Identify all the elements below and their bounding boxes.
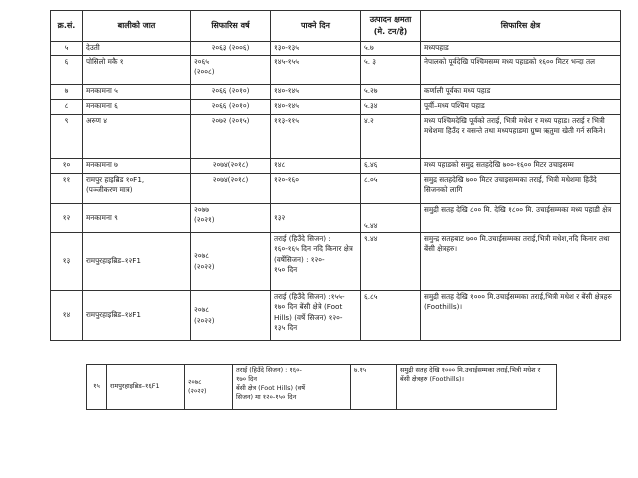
serial-number-cell: १४ <box>51 291 83 341</box>
yield-cell: ५.३४ <box>361 100 421 115</box>
header-recommended-year: सिफारिस वर्ष <box>191 11 271 42</box>
year-cell: २०६६ (२०१०) <box>191 85 271 100</box>
table-row <box>51 100 621 115</box>
days-cell: तराई (हिउँदे सिजन) : १६०-१६५ दिन नदि किनार क्षेत्र (वर्षेसिजन) : १२०- १५० दिन <box>271 233 361 291</box>
header-row <box>51 11 621 42</box>
area-cell: समुद्री सतह देखि ८०० मि. देखि १८०० मि. उचाईसम्मका मध्य पहाडी क्षेत्र <box>421 204 621 233</box>
days-cell: १३०-१३५ <box>271 42 361 56</box>
header-yield-capacity: उत्पादन क्षमता (मे. टन/हे) <box>361 11 421 42</box>
year-cell: २०७४(२०१८) <box>191 174 271 204</box>
area-cell: कर्णाली पूर्वका मध्य पहाड <box>421 85 621 100</box>
variety-cell: रामपुरहाइब्रिड–१६F1 <box>107 365 185 410</box>
appended-table-row <box>86 364 557 410</box>
variety-cell: रामपुरहाइब्रिड–१४F1 <box>83 291 191 341</box>
year-cell: २०७७ (२०२१) <box>191 204 271 233</box>
days-cell: १२०-१६० <box>271 174 361 204</box>
table-row <box>51 159 621 174</box>
area-cell: मध्य पश्चिमदेखि पूर्वको तराई, भित्री मधेश र मध्य पहाड। तराई र भित्री मधेशमा हिउँद र वसन्ते तथा मध्यपहाडमा ग्रुष्म ऋतुमा खेती गर्न सकिने। <box>421 115 621 159</box>
area-cell: पूर्वी–मध्य पश्चिम पहाड <box>421 100 621 115</box>
maize-varieties-table <box>50 10 621 341</box>
serial-number-cell: १५ <box>87 365 107 410</box>
table-row <box>51 85 621 100</box>
variety-cell: रामपुरहाइब्रिड–१२F1 <box>83 233 191 291</box>
days-cell: १३२ <box>271 204 361 233</box>
area-cell: समुद्र सतहदेखि ७०० मिटर उचाइसम्मका तराई, भित्री मधेशमा हिउँदे सिजनको लागि <box>421 174 621 204</box>
serial-number-cell: ११ <box>51 174 83 204</box>
yield-cell: ६.८५ <box>361 291 421 341</box>
year-cell: २०७८ (२०२२) <box>191 233 271 291</box>
table-row <box>51 115 621 159</box>
serial-number-cell: ५ <box>51 42 83 56</box>
header-serial-number: क्र.सं. <box>51 11 83 42</box>
table-row <box>51 42 621 56</box>
variety-cell: मनकामना ५ <box>83 85 191 100</box>
yield-cell: ४.२ <box>361 115 421 159</box>
variety-cell: रामपुर हाइब्रिड १०F1, (पञ्जीकरण मात्र) <box>83 174 191 204</box>
days-cell: तराई (हिउँदे सिजन) :१५५- १७० दिन बेंसी क्षेत्रे (Foot Hills) (वर्षे सिजन) १२०- १३५ दिन <box>271 291 361 341</box>
table-row <box>87 365 557 410</box>
variety-cell: अरुण ४ <box>83 115 191 159</box>
yield-cell: ५.४४ <box>361 204 421 233</box>
year-cell: २०६३ (२००६) <box>191 42 271 56</box>
year-cell: २०७४(२०१८) <box>191 159 271 174</box>
serial-number-cell: ९ <box>51 115 83 159</box>
area-cell: समुद्री सतह देखि १००० मि.उचाईसम्मका तराई,भित्री मधेश र बेंसी क्षेत्रहरु (Foothills)। <box>397 365 557 410</box>
table-row <box>51 174 621 204</box>
table-row <box>51 233 621 291</box>
serial-number-cell: ६ <box>51 56 83 85</box>
variety-cell: मनकामना ६ <box>83 100 191 115</box>
variety-cell: मनकामना ७ <box>83 159 191 174</box>
days-cell: १४८ <box>271 159 361 174</box>
yield-cell: ९.४४ <box>361 233 421 291</box>
year-cell: २०६५ (२००८) <box>191 56 271 85</box>
year-cell: २०७८ (२०२२) <box>185 365 233 410</box>
serial-number-cell: १३ <box>51 233 83 291</box>
year-cell: २०७२ (२०१५) <box>191 115 271 159</box>
header-maturity-days: पाक्ने दिन <box>271 11 361 42</box>
days-cell: ११३-११५ <box>271 115 361 159</box>
variety-cell: मनकामना ९ <box>83 204 191 233</box>
yield-cell: ५.२७ <box>361 85 421 100</box>
days-cell: १४०-१४५ <box>271 100 361 115</box>
serial-number-cell: ८ <box>51 100 83 115</box>
area-cell: नेपालको पूर्वदेखि पश्चिमसम्म मध्य पहाडको १६०० मिटर भन्दा तल <box>421 56 621 85</box>
yield-cell: ५. ३ <box>361 56 421 85</box>
yield-cell: ६.४६ <box>361 159 421 174</box>
serial-number-cell: १० <box>51 159 83 174</box>
yield-cell: ८.०५ <box>361 174 421 204</box>
yield-cell: ७.१५ <box>351 365 397 410</box>
area-cell: समुन्द्र सतहबाट ७०० मि.उचाईसम्मका तराई,भित्री मधेश,नदि किनार तथा बेंसी क्षेत्रहरु। <box>421 233 621 291</box>
area-cell: समुद्री सतह देखि १००० मि.उचाईसम्मका तराई,भित्री मधेश र बेंसी क्षेत्रहरु (Foothills)। <box>421 291 621 341</box>
variety-cell: पोसिलो मकै १ <box>83 56 191 85</box>
days-cell: १४५-१५५ <box>271 56 361 85</box>
year-cell: २०६६ (२०१०) <box>191 100 271 115</box>
header-recommended-area: सिफारिस क्षेत्र <box>421 11 621 42</box>
area-cell: मध्यपहाड <box>421 42 621 56</box>
days-cell: १४०-१४५ <box>271 85 361 100</box>
table-row <box>51 291 621 341</box>
table-row <box>51 56 621 85</box>
header-variety: बालीको जात <box>83 11 191 42</box>
year-cell: २०७८ (२०२२) <box>191 291 271 341</box>
serial-number-cell: ७ <box>51 85 83 100</box>
serial-number-cell: १२ <box>51 204 83 233</box>
table-row <box>51 204 621 233</box>
yield-cell: ५.७ <box>361 42 421 56</box>
area-cell: मध्य पहाडको समुद्र सतहदेखि ७००-१६०० मिटर उचाइसम्म <box>421 159 621 174</box>
variety-cell: देउती <box>83 42 191 56</box>
days-cell: तराई (हिउँदे सिजन) : १६०- १७० दिन बेंसी क्षेत्र (Foot Hills) (वर्षे सिजन) मा १२०-१५० दिन <box>233 365 351 410</box>
